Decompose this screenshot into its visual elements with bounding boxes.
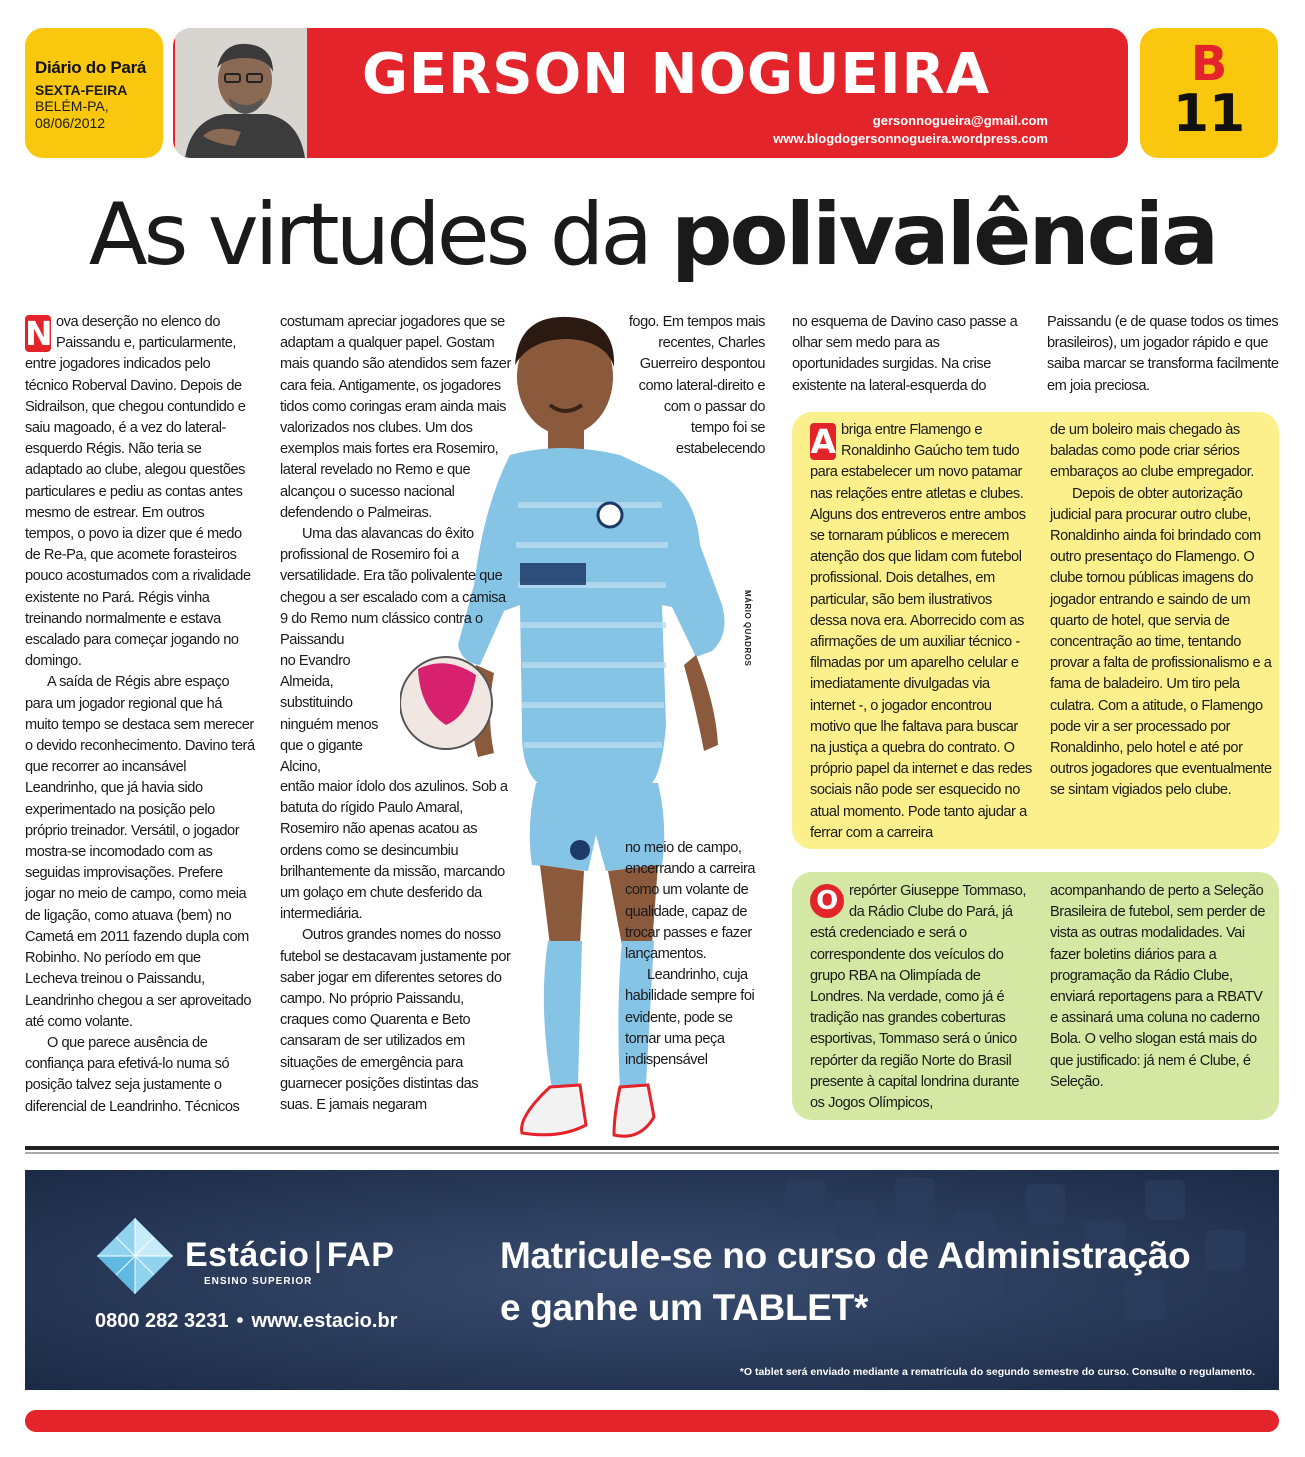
estacio-diamond-logo-icon [95, 1216, 175, 1296]
advertisement-estacio[interactable] [25, 1170, 1279, 1390]
weekday: SEXTA-FEIRA [35, 82, 128, 98]
newspaper-info-box [25, 28, 163, 158]
green-box-column-1 [810, 881, 1032, 1114]
footer-bar [25, 1410, 1279, 1432]
newspaper-name: Diário do Pará [35, 58, 147, 77]
article-paragraph: O que parece ausência de confiança para efetivá-lo numa só posição talvez seja justamente o diferencial de Leandrinho. Técnicos [25, 1034, 240, 1115]
article-paragraph: no esquema de Davino caso passe a olhar sem medo para as oportunidades surgidas. Na crise existente na lateral-esquerda do [792, 314, 1018, 394]
article-paragraph: fogo. Em tempos mais recentes, Charles Guerreiro despontou como lateral-direito e com o passar do tempo foi se estabelecendo [628, 314, 765, 458]
ad-brand: Estácio | FAP [185, 1236, 395, 1274]
article-paragraph: acompanhando de perto a Seleção Brasileira de futebol, sem perder de vista as outras modalidades. Vai fazer boletins diários para a programação da Rádio Clube, enviará reportagens para a RBATV e assinará uma coluna no caderno Bola. O velho slogan está mais do que justificado: já nem é Clube, é Seleção. [1050, 883, 1265, 1090]
dropcap: A [810, 422, 836, 461]
headline-light: As virtudes da [88, 185, 650, 285]
article-paragraph: A briga entre Flamengo e Ronaldinho Gaúcho tem tudo para estabelecer um novo patamar nas relações entre atletas e clubes. Alguns dos entreveros entre ambos se tornaram públicos e merecem atenção dos que lidam com futebol profissional. Dois detalhes, em particular, são bem ilustrativos dessa nova era. Aborrecido com as afirmações de um auxiliar técnico - filmadas por um aparelho celular e imediatamente divulgadas via internet -, o jogador encontrou motivo que lhe faltava para buscar na justiça a quebra do contrato. O próprio papel da internet e das redes sociais não pode ser esquecido no atual momento. Pode tanto ajudar a ferrar com a carreira [810, 422, 1032, 841]
article-paragraph: N ova deserção no elenco do Paissandu e, particularmente, entre jogadores indicados pelo técnico Roberval Davino. Depois de Sidrailson, que chegou contundido e saiu magoado, é a vez do lateral-esquerdo Régis. Não teria se adaptado ao clube, alegou questões particulares e pediu as contas antes mesmo de estrear. Em outros tempos, o povo ia dizer que é medo de Re-Pa, que acomete forasteiros pouco acostumados com a rivalidade existente no Pará. Régis vinha treinando normalmente e estava escalado para começar jogando no domingo. [25, 314, 251, 670]
date: 08/06/2012 [35, 115, 106, 131]
ad-contact: 0800 282 3231 • www.estacio.br [95, 1310, 398, 1332]
section-divider-thin [25, 1152, 1279, 1154]
yellow-box-column-2 [1050, 420, 1272, 802]
article-headline [0, 185, 1305, 285]
green-box-column-2 [1050, 881, 1272, 1093]
columnist-email[interactable]: gersonnogueira@gmail.com [872, 113, 1048, 128]
ad-headline: Matricule-se no curso de Administração e ganhe um TABLET* [500, 1235, 1191, 1328]
article-paragraph: Depois de obter autorização judicial para procurar outro clube, Ronaldinho ainda foi brindado com outro presentaço do Flamengo. O clube tornou públicas imagens do jogador entrando e saindo de um quarto de hotel, que servia de concentração ao time, tentando provar a falta de profissionalismo e a fama de baladeiro. Um tiro pela culatra. Com a atitude, o Flamengo pode vir a ser processado por Ronaldinho, pelo hotel e até por outros jogadores que eventualmente se sintam vigiados pelo clube. [1050, 485, 1272, 799]
article-paragraph: Paissandu (e de quase todos os times brasileiros), um jogador rápido e que saiba marcar se transforma facilmente em joia preciosa. [1047, 314, 1279, 394]
columnist-name: GERSON NOGUEIRA [361, 42, 991, 107]
city: BELÉM-PA, [35, 98, 109, 114]
article-paragraph: então maior ídolo dos azulinos. Sob a batuta do rígido Paulo Amaral, Rosemiro não apenas acatou as ordens como se desincumbiu brilhantemente da missão, marcando um golaço em chute desferido da intermediária. [280, 779, 508, 923]
article-column-2-bottom [280, 777, 512, 1116]
article-paragraph: Outros grandes nomes do nosso futebol se destacavam justamente por saber jogar em diferentes setores do campo. No próprio Paissandu, craques como Quarenta e Beto cansaram de ser utilizados em situações de emergência para guarnecer posições distintas das suas. E jamais negaram [280, 927, 511, 1114]
yellow-box-column-1 [810, 420, 1032, 844]
article-column-5 [1047, 312, 1279, 397]
ad-brand-subtitle: ENSINO SUPERIOR [204, 1276, 313, 1287]
article-paragraph: no Evandro Almeida, substituindo ninguém menos que o gigante Alcino, [280, 653, 378, 776]
article-paragraph: no meio de campo, encerrando a carreira como um volante de qualidade, capaz de trocar passes e fazer lançamentos. [625, 840, 756, 963]
article-paragraph: O repórter Giuseppe Tommaso, da Rádio Clube do Pará, já está credenciado e será o correspondente dos veículos do grupo RBA na Olimpíada de Londres. Na verdade, como já é tradição nas grandes coberturas esportivas, Tommaso será o único repórter da região Norte do Brasil presente à capital londrina durante os Jogos Olímpicos, [810, 883, 1027, 1112]
article-paragraph: Leandrinho, cuja habilidade sempre foi evidente, pode se tornar uma peça indispensável [625, 967, 755, 1069]
article-paragraph: de um boleiro mais chegado às baladas como pode criar sérios embaraços ao clube empregador. [1050, 422, 1254, 481]
page-number: 11 [1172, 84, 1246, 144]
article-paragraph: A saída de Régis abre espaço para um jogador regional que há muito tempo se destaca sem merecer o devido reconhecimento. Davino terá que recorrer ao incansável Leandrinho, que já havia sido experimentado na posição pelo próprio treinador. Versátil, o jogador mostra-se incomodado com as seguidas improvisações. Prefere jogar no meio de campo, como meia de ligação, como atuava (bem) no Cametá em 2011 fazendo dupla com Robinho. No período em que Lecheva treinou o Paissandu, Leandrinho chegou a ser aproveitado até como volante. [25, 674, 255, 1030]
section-divider [25, 1146, 1279, 1150]
article-column-2-narrow [280, 651, 380, 778]
article-column-3-bottom [625, 838, 765, 1071]
article-paragraph: Uma das alavancas do êxito profissional de Rosemiro foi a versatilidade. Era tão polivalente que chegou a ser escalado com a camisa 9 do Remo num clássico contra o Paissandu [280, 526, 506, 649]
page-number-box [1140, 28, 1278, 158]
ad-website[interactable]: www.estacio.br [251, 1310, 398, 1332]
dropcap: N [25, 314, 53, 353]
columnist-contact [773, 112, 1048, 148]
article-column-2-top [280, 312, 512, 651]
columnist-blog[interactable]: www.blogdogersonnogueira.wordpress.com [773, 131, 1048, 146]
article-column-3-top [625, 312, 765, 460]
headline-heavy: polivalência [670, 185, 1217, 285]
ad-footnote: *O tablet será enviado mediante a rematrícula do segundo semestre do curso. Consulte o regulamento. [739, 1366, 1255, 1378]
ad-phone[interactable]: 0800 282 3231 [95, 1310, 229, 1332]
columnist-banner [173, 28, 1128, 158]
dropcap: O [810, 884, 844, 918]
article-paragraph: costumam apreciar jogadores que se adaptam a qualquer papel. Gostam mais quando são atendidos sem fazer cara feia. Antigamente, os jogadores tidos como coringas eram ainda mais valorizados nos clubes. Um dos exemplos mais fortes era Rosemiro, lateral revelado no Remo e que alcançou o sucesso nacional defendendo o Palmeiras. [280, 314, 511, 521]
columnist-portrait-icon [175, 28, 307, 158]
section-letter: B [1190, 36, 1228, 92]
photo-credit: MÁRIO QUADROS [743, 590, 752, 667]
article-column-4 [792, 312, 1024, 397]
article-column-1 [25, 312, 255, 1118]
